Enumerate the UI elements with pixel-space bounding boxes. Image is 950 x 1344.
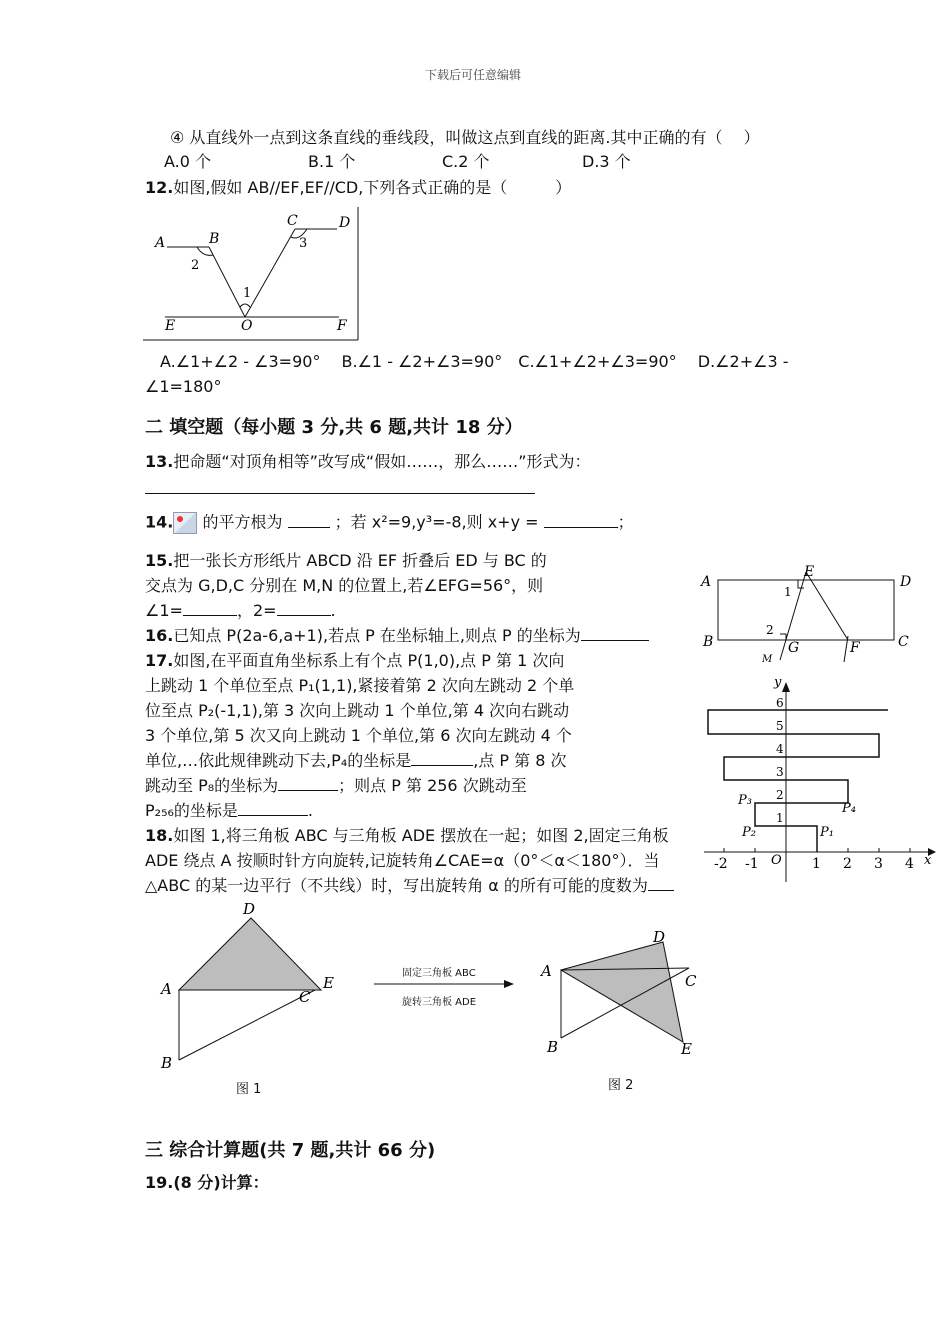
q17-blank-2[interactable] <box>278 776 338 791</box>
q12-label-d: D <box>339 215 351 231</box>
q14-text-3: ； <box>617 512 634 532</box>
q19-question <box>145 1173 269 1193</box>
q13-question <box>145 452 591 472</box>
q17-xtick-neg1: -1 <box>745 856 759 872</box>
fig2-label-e: E <box>681 1040 692 1058</box>
fig2-caption: 图 2 <box>608 1078 634 1093</box>
q12-options-line2: ∠1=180° <box>145 377 222 396</box>
q17-text-6a: 跳动至 P₈的坐标为 <box>145 776 279 795</box>
q11-option-d: D.3 个 <box>582 152 631 171</box>
q12-figure <box>143 205 361 343</box>
q18-figure-1 <box>155 898 345 1098</box>
q16-number: 16. <box>145 626 174 645</box>
fig1-caption: 图 1 <box>236 1082 262 1097</box>
q18-figure-2 <box>535 920 715 1070</box>
fig1-label-d: D <box>243 900 256 918</box>
fig2-label-d: D <box>653 928 666 946</box>
q15-label-m: M <box>762 654 773 665</box>
q13-text: 把命题“对顶角相等”改写成“假如……，那么……”形式为： <box>173 452 591 471</box>
q11-option-b: B.1 个 <box>308 152 356 171</box>
fig1-label-c: C <box>299 988 311 1006</box>
q15-line1 <box>145 551 547 571</box>
q18-blank[interactable] <box>648 876 674 891</box>
q12-number: 12. <box>145 178 174 197</box>
q17-blank-3[interactable] <box>238 801 308 816</box>
q12-text: 如图,假如 AB//EF,EF//CD,下列各式正确的是（ ） <box>173 178 572 197</box>
q17-ytick-6: 6 <box>776 696 784 710</box>
q15-label-b: B <box>703 634 714 650</box>
q17-line5 <box>145 751 567 771</box>
q17-text-7a: P₂₅₆的坐标是 <box>145 801 238 820</box>
q15-text-3b: ，2= <box>236 601 277 620</box>
q17-ytick-5: 5 <box>776 719 784 733</box>
section-2-title: 二 填空题（每小题 3 分,共 6 题,共计 18 分） <box>145 417 523 438</box>
q12-label-f: F <box>337 318 347 334</box>
fig1-label-b: B <box>161 1054 173 1072</box>
q15-text-3a: ∠1= <box>145 601 183 620</box>
fig1-label-a: A <box>161 980 172 998</box>
q17-text-7b: . <box>307 801 313 820</box>
q15-line2: 交点为 G,D,C 分别在 M,N 的位置上,若∠EFG=56°，则 <box>145 576 544 595</box>
q18-line3 <box>145 876 674 896</box>
q17-origin-label: O <box>771 853 782 868</box>
q15-label-g: G <box>788 640 800 656</box>
q17-ytick-2: 2 <box>776 788 784 802</box>
rotate-arrow-icon <box>372 976 517 992</box>
fig2-label-b: B <box>547 1038 559 1056</box>
q15-label-c: C <box>898 634 909 650</box>
q18-text-1: 如图 1,将三角板 ABC 与三角板 ADE 摆放在一起；如图 2,固定三角板 <box>173 826 669 845</box>
q14-blank-1[interactable] <box>288 513 330 528</box>
page-header: 下载后可任意编辑 <box>425 68 522 82</box>
section-3-title: 三 综合计算题(共 7 题,共计 66 分) <box>145 1140 436 1161</box>
q13-number: 13. <box>145 452 174 471</box>
q15-text-1: 把一张长方形纸片 ABCD 沿 EF 折叠后 ED 与 BC 的 <box>173 551 547 570</box>
q19-number: 19. <box>145 1173 174 1192</box>
q15-number: 15. <box>145 551 174 570</box>
q15-figure <box>698 560 920 668</box>
q15-blank-1[interactable] <box>183 601 237 616</box>
q13-answer-line <box>145 493 535 494</box>
q17-label-p1: P₁ <box>820 825 834 840</box>
q17-xtick-neg2: -2 <box>714 856 728 872</box>
fig2-label-c: C <box>685 972 697 990</box>
q15-blank-2[interactable] <box>277 601 331 616</box>
q15-label-d: D <box>900 574 912 590</box>
q11-option-c: C.2 个 <box>442 152 490 171</box>
q16-blank[interactable] <box>581 626 649 641</box>
q12-label-o: O <box>241 318 253 334</box>
arrow-top-label: 固定三角板 ABC <box>402 968 476 979</box>
q17-line1 <box>145 651 564 671</box>
q17-line2: 上跳动 1 个单位至点 P₁(1,1),紧接着第 2 次向左跳动 2 个单 <box>145 676 575 695</box>
q17-number: 17. <box>145 651 174 670</box>
q14-question <box>145 512 634 534</box>
fig1-label-e: E <box>323 974 334 992</box>
q14-text-1: 的平方根为 <box>202 512 283 532</box>
fig2-label-a: A <box>541 962 552 980</box>
q12-options-line1: A.∠1+∠2 - ∠3=90° B.∠1 - ∠2+∠3=90° C.∠1+∠2+∠3=90° D.∠2+∠3 - <box>160 352 789 371</box>
q18-line2: ADE 绕点 A 按顺时针方向旋转,记旋转角∠CAE=α（0°＜α＜180°）．当 <box>145 851 660 870</box>
broken-image-icon <box>173 512 197 534</box>
q19-text: (8 分)计算： <box>173 1173 269 1192</box>
q14-blank-2[interactable] <box>544 513 618 528</box>
q12-angle-2: 2 <box>191 258 200 273</box>
arrow-bottom-label: 旋转三角板 ADE <box>402 997 477 1008</box>
q12-question <box>145 178 571 198</box>
q15-line3 <box>145 601 336 621</box>
q18-text-3: △ABC 的某一边平行（不共线）时，写出旋转角 α 的所有可能的度数为 <box>145 876 648 895</box>
q15-angle-1: 1 <box>784 585 792 599</box>
q18-number: 18. <box>145 826 174 845</box>
q17-text-5a: 单位,…依此规律跳动下去,P₄的坐标是 <box>145 751 412 770</box>
q11-item4: ④ 从直线外一点到这条直线的垂线段，叫做这点到直线的距离.其中正确的有（ ） <box>170 128 760 147</box>
q12-angle-3: 3 <box>299 236 308 251</box>
q17-text-1: 如图,在平面直角坐标系上有个点 P(1,0),点 P 第 1 次向 <box>173 651 565 670</box>
q15-label-f: F <box>850 640 860 656</box>
q17-label-p2: P₂ <box>742 825 756 840</box>
q17-line4: 3 个单位,第 5 次又向上跳动 1 个单位,第 6 次向左跳动 4 个 <box>145 726 572 745</box>
q17-ytick-4: 4 <box>776 742 784 756</box>
q17-line3: 位至点 P₂(-1,1),第 3 次向上跳动 1 个单位,第 4 次向右跳动 <box>145 701 570 720</box>
q17-text-6b: ；则点 P 第 256 次跳动至 <box>338 776 527 795</box>
q17-axis-x-label: x <box>924 853 932 868</box>
q17-label-p3: P₃ <box>738 793 752 808</box>
q17-label-p4: P₄ <box>842 801 856 816</box>
q16-text: 已知点 P(2a-6,a+1),若点 P 在坐标轴上,则点 P 的坐标为 <box>173 626 581 645</box>
q14-number: 14. <box>145 512 174 532</box>
q15-label-a: A <box>701 574 712 590</box>
q12-angle-1: 1 <box>243 286 252 301</box>
q11-option-a: A.0 个 <box>164 152 212 171</box>
q17-line6 <box>145 776 527 796</box>
q17-xtick-1: 1 <box>812 856 821 872</box>
q17-figure <box>700 672 940 890</box>
q17-ytick-3: 3 <box>776 765 784 779</box>
q15-label-e: E <box>804 564 815 580</box>
q17-xtick-3: 3 <box>874 856 883 872</box>
q17-axis-y-label: y <box>774 675 782 690</box>
q15-text-3c: . <box>330 601 336 620</box>
q18-line1 <box>145 826 669 846</box>
q14-text-2: ；若 x²=9,y³=-8,则 x+y = <box>334 512 539 532</box>
q12-label-b: B <box>209 231 220 247</box>
q16-question <box>145 626 649 646</box>
q17-blank-1[interactable] <box>411 751 473 766</box>
q17-line7 <box>145 801 313 821</box>
q17-ytick-1: 1 <box>776 811 784 825</box>
q17-xtick-2: 2 <box>843 856 852 872</box>
q12-label-a: A <box>155 235 166 251</box>
q15-angle-2: 2 <box>766 623 774 637</box>
q12-label-e: E <box>165 318 176 334</box>
q17-xtick-4: 4 <box>905 856 914 872</box>
q12-label-c: C <box>287 213 298 229</box>
q17-text-5b: ,点 P 第 8 次 <box>473 751 567 770</box>
